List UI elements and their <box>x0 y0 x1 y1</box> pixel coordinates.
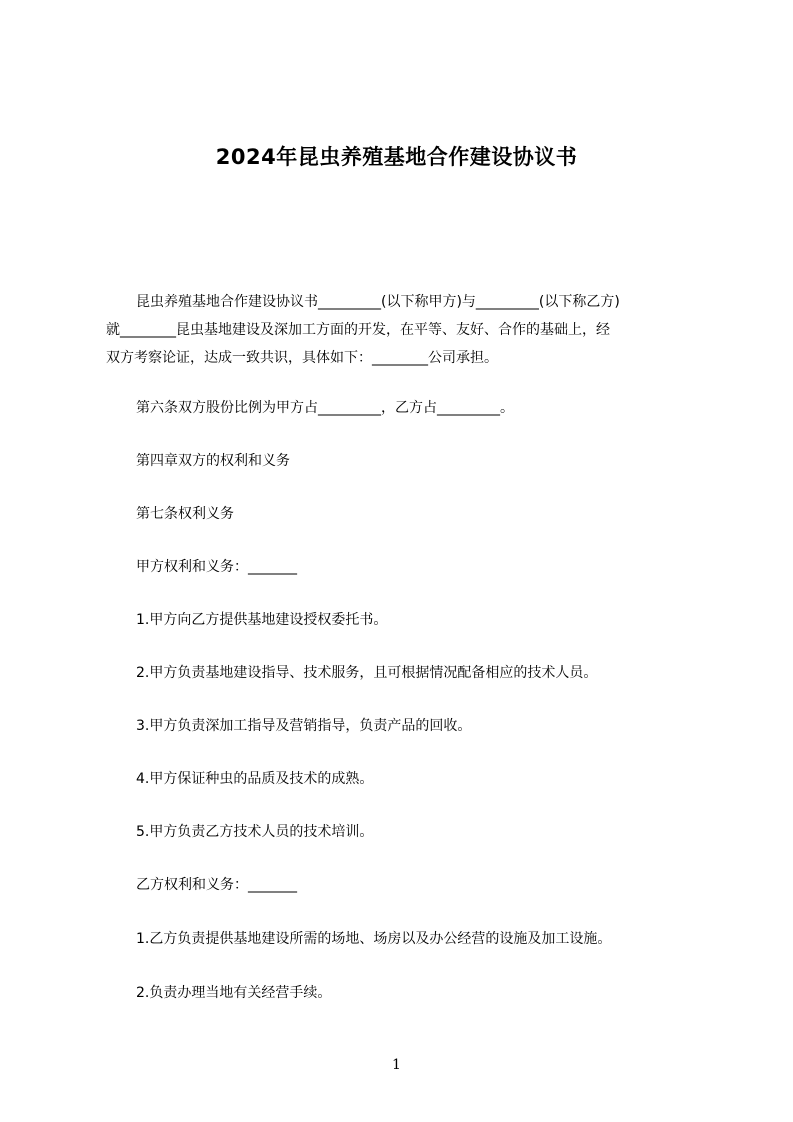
party-a-item: 2.甲方负责基地建设指导、技术服务，且可根据情况配备相应的技术人员。 <box>136 665 598 681</box>
document-title: 2024年昆虫养殖基地合作建设协议书 <box>215 145 578 169</box>
intro-line: 就________昆虫基地建设及深加工方面的开发，在平等、友好、合作的基础上，经 <box>106 322 610 338</box>
intro-line: 双方考察论证，达成一致共识，具体如下：________公司承担。 <box>106 350 498 366</box>
party-a-heading: 甲方权利和义务：_______ <box>136 559 297 575</box>
party-b-heading: 乙方权利和义务：_______ <box>136 877 297 893</box>
clause-share-ratio: 第六条双方股份比例为甲方占_________，乙方占_________。 <box>136 400 514 416</box>
party-b-item: 2.负责办理当地有关经营手续。 <box>136 985 332 1001</box>
party-a-item: 4.甲方保证种虫的品质及技术的成熟。 <box>136 771 374 787</box>
chapter-heading: 第四章双方的权利和义务 <box>136 453 290 469</box>
page-number: 1 <box>392 1057 401 1073</box>
intro-paragraph <box>106 288 701 372</box>
party-a-item: 3.甲方负责深加工指导及营销指导，负责产品的回收。 <box>136 718 472 734</box>
party-a-item: 5.甲方负责乙方技术人员的技术培训。 <box>136 824 374 840</box>
intro-line: 昆虫养殖基地合作建设协议书_________(以下称甲方)与_________(以下称乙方) <box>136 294 620 310</box>
party-a-item: 1.甲方向乙方提供基地建设授权委托书。 <box>136 612 388 628</box>
party-b-item: 1.乙方负责提供基地建设所需的场地、场房以及办公经营的设施及加工设施。 <box>136 931 612 947</box>
article-heading: 第七条权利义务 <box>136 506 234 522</box>
